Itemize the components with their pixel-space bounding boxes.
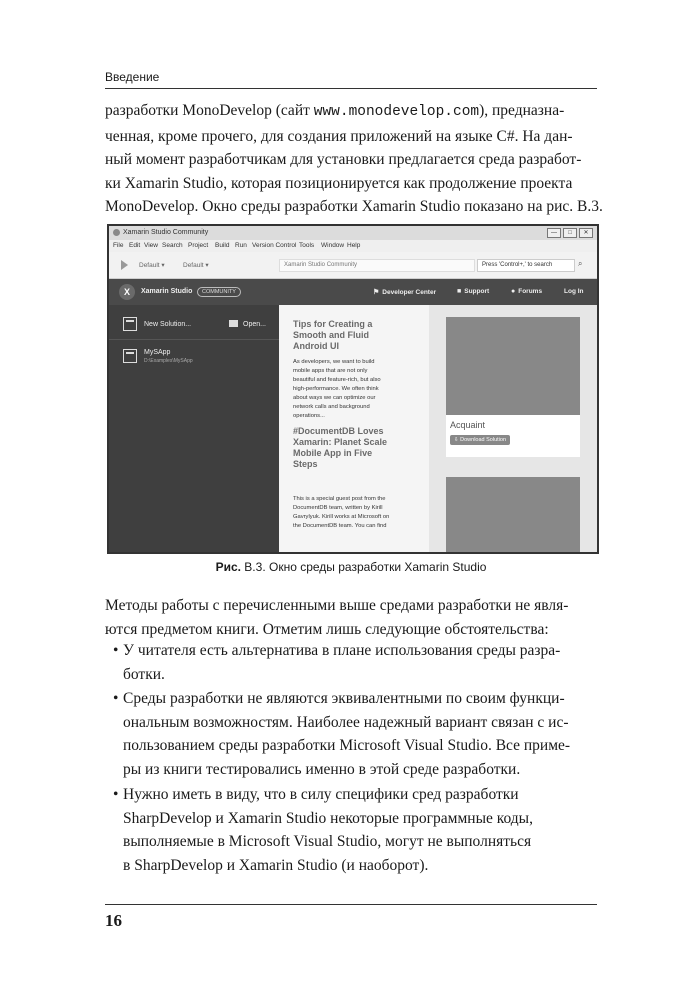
menu-item-window: Window <box>321 242 345 249</box>
menu-item-tools: Tools <box>299 242 315 249</box>
intro-line-1-start: разработки MonoDevelop (сайт <box>105 102 314 119</box>
sample-name: Acquaint <box>450 420 486 430</box>
menu-item-version-control: Version Control <box>252 242 297 249</box>
support-icon: ■ <box>457 288 462 295</box>
news-1-body-line: operations... <box>293 413 325 419</box>
monodevelop-url: www.monodevelop.com <box>313 104 480 120</box>
news-2-body <box>293 495 421 531</box>
xamarin-studio-screenshot <box>107 224 599 554</box>
welcome-header <box>109 279 597 305</box>
xamarin-logo-icon: X <box>119 284 135 300</box>
maximize-icon: □ <box>563 228 577 238</box>
methods-line-2: ются предметом книги. Отметим лишь следующие обстоятельства: <box>105 620 549 638</box>
news-1-body-line: mobile apps that are not only <box>293 368 368 374</box>
figure-caption <box>105 560 597 574</box>
caption-text: В.3. Окно среды разработки Xamarin Studio <box>240 560 487 574</box>
new-solution-row <box>109 313 279 335</box>
news-2-title-line: Steps <box>293 459 318 469</box>
footer-rule <box>105 904 597 905</box>
new-solution-label: New Solution... <box>144 321 192 328</box>
news-2-body-line: Gavrylyuk. Kirill works at Microsoft on <box>293 514 390 520</box>
list-item-text <box>123 783 597 877</box>
menu-item-search: Search <box>162 242 183 249</box>
news-1-title-line: Smooth and Fluid <box>293 330 369 340</box>
list-item-line: Среды разработки не являются эквивалентными по своим функци- <box>123 690 565 707</box>
menu-item-build: Build <box>215 242 230 249</box>
intro-line-5: MonoDevelop. Окно среды разработки Xamarin Studio показано на рис. В.3. <box>105 198 603 215</box>
menu-bar <box>109 240 597 252</box>
list-item-line: ональным возможностям. Наиболее надежный вариант связан с ис- <box>123 713 569 731</box>
list-item-line: Нужно иметь в виду, что в силу специфики сред разработки <box>123 786 519 803</box>
page-number: 16 <box>105 911 122 930</box>
sample-card-2-image <box>446 477 580 552</box>
xamarin-app-icon <box>113 229 120 236</box>
status-area: Xamarin Studio Community <box>279 259 475 272</box>
news-1-title <box>293 319 421 352</box>
list-item-text <box>123 687 597 781</box>
welcome-sidebar <box>109 305 279 552</box>
solution-icon <box>123 349 137 363</box>
list-item-text <box>123 639 597 686</box>
news-2-body-line: DocumentDB team, written by Kirill <box>293 505 383 511</box>
run-icon <box>121 260 128 270</box>
sample-image <box>446 317 580 415</box>
list-item-line: в SharpDevelop и Xamarin Studio (и наоборот). <box>123 856 429 874</box>
menu-item-view: View <box>144 242 158 249</box>
search-icon: ⌕ <box>578 259 583 268</box>
intro-line-2: ченная, кроме прочего, для создания приложений на языке C#. На дан- <box>105 127 573 145</box>
nav-support-label: Support <box>464 288 490 295</box>
methods-line-1: Методы работы с перечисленными выше средами разработки не явля- <box>105 597 569 614</box>
list-item-line: ры из книги тестировались именно в этой среде разработки. <box>123 760 521 778</box>
menu-item-run: Run <box>235 242 247 249</box>
news-1-body-line: As developers, we want to build <box>293 359 375 365</box>
developer-center-icon: ⚑ <box>373 289 380 296</box>
list-item-line: ботки. <box>123 665 165 683</box>
forums-icon: ● <box>511 288 516 295</box>
community-badge: COMMUNITY <box>197 287 241 297</box>
config-selector: Default ▾ <box>139 262 165 269</box>
target-selector: Default ▾ <box>183 262 209 269</box>
nav-developer-center <box>373 288 436 296</box>
menu-item-project: Project <box>188 242 209 249</box>
minimize-icon: — <box>547 228 561 238</box>
news-1-title-line: Android UI <box>293 341 339 351</box>
running-header: Введение <box>105 70 160 84</box>
news-2-title <box>293 426 421 470</box>
window-controls <box>545 228 593 238</box>
news-1-body-line: network calls and background <box>293 404 370 410</box>
menu-item-help: Help <box>347 242 361 249</box>
intro-line-1 <box>105 99 597 125</box>
intro-line-1-end: ), предназна- <box>479 102 565 119</box>
intro-line-3: ный момент разработчикам для установки предлагается среда разработ- <box>105 151 582 168</box>
nav-developer-center-label: Developer Center <box>382 289 437 296</box>
brand-name: Xamarin Studio <box>141 288 193 295</box>
sample-card <box>446 317 580 457</box>
intro-paragraph <box>105 99 603 219</box>
nav-forums <box>511 288 542 295</box>
samples-panel <box>429 305 597 552</box>
news-2-title-line: #DocumentDB Loves <box>293 426 384 436</box>
caption-prefix: Рис. <box>215 560 241 574</box>
nav-support <box>457 288 489 295</box>
list-item-line: SharpDevelop и Xamarin Studio некоторые программные коды, <box>123 809 533 827</box>
news-2-body-line: This is a special guest post from the <box>293 496 386 502</box>
news-1-body-line: about ways we can optimize our <box>293 395 376 401</box>
window-title-bar <box>109 226 597 240</box>
menu-item-file: File <box>113 242 124 249</box>
list-item-line: выполняемые в Microsoft Visual Studio, могут не выполняться <box>123 833 532 850</box>
nav-forums-label: Forums <box>518 288 543 295</box>
folder-icon <box>229 320 238 327</box>
open-label: Open... <box>243 321 266 328</box>
bullet-marker: • <box>113 642 119 659</box>
toolbar <box>109 252 597 279</box>
download-solution-button: ⇩ Download Solution <box>450 435 510 445</box>
methods-paragraph <box>105 594 597 641</box>
news-1-body-line: high-performance. We often think <box>293 386 379 392</box>
menu-item-edit: Edit <box>129 242 141 249</box>
recent-project <box>109 345 279 371</box>
news-1-body <box>293 358 421 421</box>
header-rule <box>105 88 597 89</box>
news-2-title-line: Mobile App in Five <box>293 448 373 458</box>
news-1-body-line: beautiful and feature-rich, but also <box>293 377 381 383</box>
news-1-title-line: Tips for Creating a <box>293 319 373 329</box>
search-field: Press 'Control+,' to search <box>477 259 575 272</box>
bullet-marker: • <box>113 786 119 803</box>
news-2-title-line: Xamarin: Planet Scale <box>293 437 388 447</box>
new-solution-icon <box>123 317 137 331</box>
list-item-line: пользованием среды разработки Microsoft Visual Studio. Все приме- <box>123 737 571 754</box>
bullet-marker: • <box>113 690 119 707</box>
window-title: Xamarin Studio Community <box>123 229 209 236</box>
close-icon: ✕ <box>579 228 593 238</box>
project-name: MySApp <box>144 349 171 356</box>
intro-line-4: ки Xamarin Studio, которая позиционируется как продолжение проекта <box>105 174 573 192</box>
project-path: D:\Examples\MySApp <box>144 358 193 364</box>
sidebar-divider <box>109 339 279 340</box>
news-2-body-line: the DocumentDB team. You can find <box>293 523 387 529</box>
nav-log-in: Log In <box>564 288 584 295</box>
list-item-line: У читателя есть альтернатива в плане использования среды разра- <box>123 642 561 659</box>
news-feed <box>279 305 429 552</box>
